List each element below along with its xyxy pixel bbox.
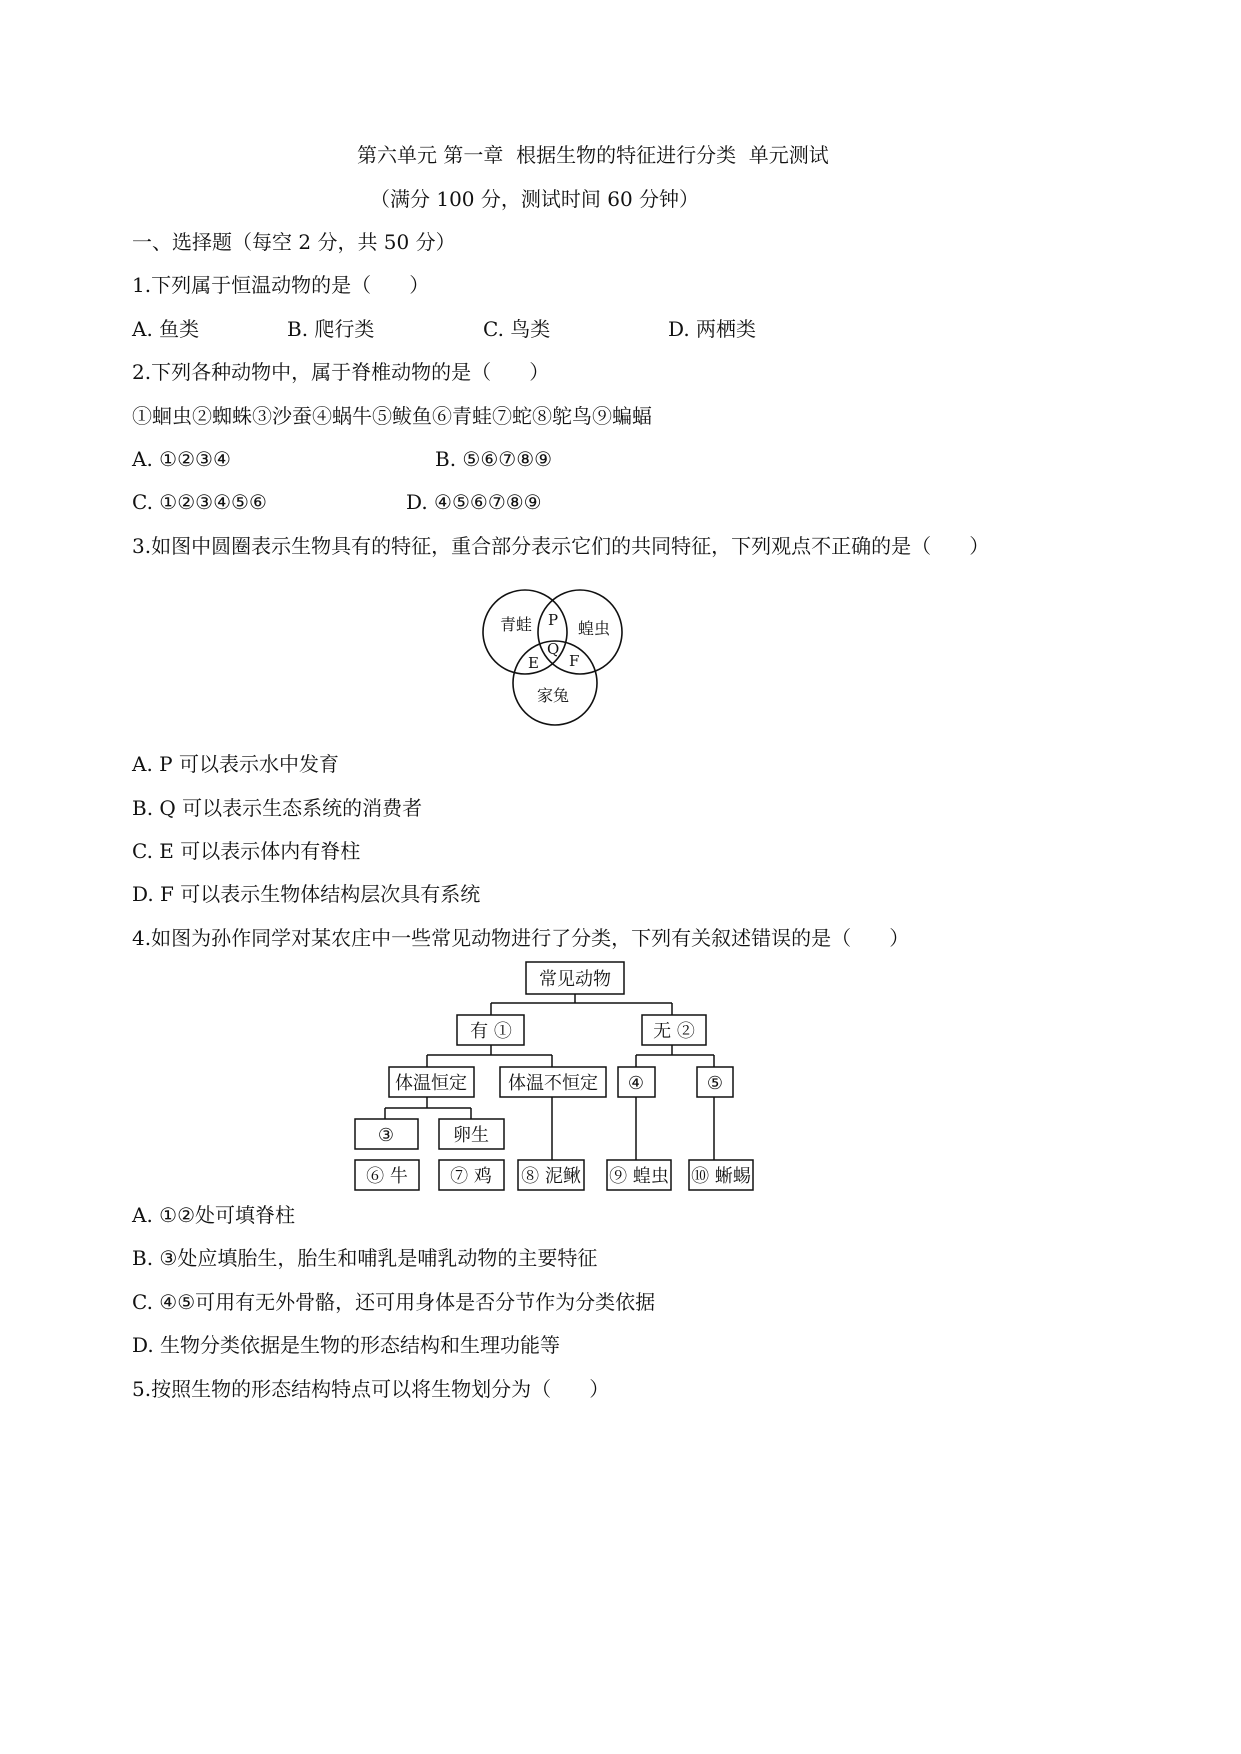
question-1-option-d: D. 两栖类 — [668, 317, 757, 341]
question-3-option-a: A. P 可以表示水中发育 — [132, 752, 339, 776]
question-1-option-a: A. 鱼类 — [132, 317, 200, 341]
question-2-option-a: A. ①②③④ — [132, 447, 231, 471]
section-heading: 一、选择题（每空 2 分，共 50 分） — [132, 230, 456, 254]
question-4-option-a: A. ①②处可填脊柱 — [132, 1203, 296, 1227]
tree-n4-label: ④ — [627, 1073, 645, 1094]
question-2-option-b: B. ⑤⑥⑦⑧⑨ — [435, 447, 553, 471]
tree-cold-label: 体温不恒定 — [508, 1073, 598, 1094]
page-subtitle: （满分 100 分，测试时间 60 分钟） — [370, 187, 700, 211]
tree-lizard-label: ⑩ 蜥蜴 — [691, 1166, 751, 1187]
tree-n3-label: ③ — [377, 1125, 395, 1146]
question-5-stem: 5.按照生物的形态结构特点可以将生物划分为（ ） — [132, 1377, 610, 1401]
question-1-option-c: C. 鸟类 — [483, 317, 551, 341]
venn-q-label: Q — [547, 640, 560, 658]
question-2-stem: 2.下列各种动物中，属于脊椎动物的是（ ） — [132, 360, 550, 384]
question-2-option-d: D. ④⑤⑥⑦⑧⑨ — [406, 490, 542, 514]
question-1-option-b: B. 爬行类 — [287, 317, 375, 341]
frog-label: 青蛙 — [500, 615, 533, 634]
rabbit-label: 家兔 — [537, 686, 570, 705]
question-4-option-c: C. ④⑤可用有无外骨骼，还可用身体是否分节作为分类依据 — [132, 1290, 656, 1314]
tree-cow-label: ⑥ 牛 — [366, 1166, 408, 1187]
question-2-option-c: C. ①②③④⑤⑥ — [132, 490, 267, 514]
locust-label: 蝗虫 — [578, 619, 611, 638]
venn-diagram — [480, 585, 630, 730]
tree-root-label: 常见动物 — [539, 969, 611, 990]
tree-has-label: 有 ① — [470, 1021, 512, 1042]
venn-f-label: F — [569, 652, 580, 670]
question-4-option-d: D. 生物分类依据是生物的形态结构和生理功能等 — [132, 1333, 561, 1357]
tree-warm-label: 体温恒定 — [395, 1073, 467, 1094]
tree-loach-label: ⑧ 泥鳅 — [521, 1166, 581, 1187]
tree-no-label: 无 ② — [653, 1021, 695, 1042]
question-3-option-b: B. Q 可以表示生态系统的消费者 — [132, 796, 423, 820]
question-3-stem: 3.如图中圆圈表示生物具有的特征，重合部分表示它们的共同特征，下列观点不正确的是（ ） — [132, 534, 990, 558]
question-4-option-b: B. ③处应填胎生，胎生和哺乳是哺乳动物的主要特征 — [132, 1246, 598, 1270]
question-3-option-d: D. F 可以表示生物体结构层次具有系统 — [132, 882, 481, 906]
page-title: 第六单元 第一章 根据生物的特征进行分类 单元测试 — [357, 143, 829, 167]
question-4-stem: 4.如图为孙作同学对某农庄中一些常见动物进行了分类，下列有关叙述错误的是（ ） — [132, 926, 910, 950]
tree-egg-label: 卵生 — [453, 1125, 489, 1146]
tree-chicken-label: ⑦ 鸡 — [450, 1166, 492, 1187]
tree-n5-label: ⑤ — [706, 1073, 724, 1094]
venn-e-label: E — [528, 654, 539, 672]
question-2-list: ①蛔虫②蜘蛛③沙蚕④蜗牛⑤鲅鱼⑥青蛙⑦蛇⑧鸵鸟⑨蝙蝠 — [132, 404, 652, 428]
classification-tree — [340, 955, 770, 1195]
tree-locust-label: ⑨ 蝗虫 — [609, 1166, 669, 1187]
venn-p-label: P — [548, 611, 559, 629]
question-3-option-c: C. E 可以表示体内有脊柱 — [132, 839, 361, 863]
question-1-stem: 1.下列属于恒温动物的是（ ） — [132, 273, 430, 297]
